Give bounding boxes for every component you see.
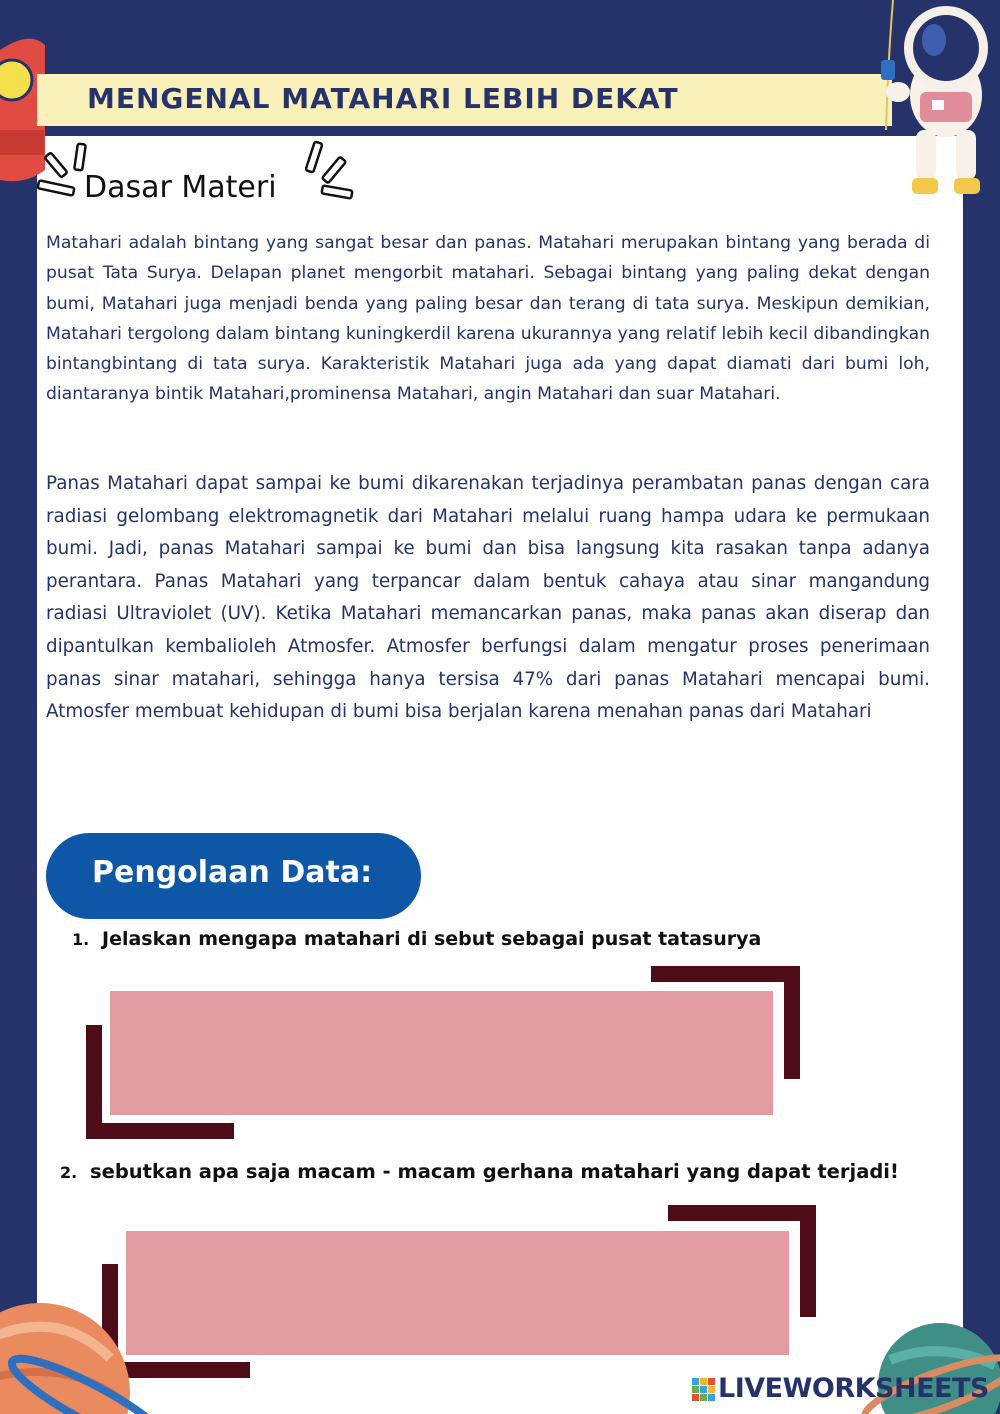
sparkle-icon — [300, 138, 360, 206]
answer-field-1[interactable] — [110, 991, 773, 1115]
bracket-decoration — [86, 1025, 102, 1139]
question-number: 2. — [60, 1163, 78, 1182]
bracket-decoration — [651, 966, 800, 982]
answer-field-2[interactable] — [126, 1231, 789, 1355]
question-1 — [72, 928, 761, 950]
question-text: Jelaskan mengapa matahari di sebut sebagai pusat tatasurya — [102, 928, 762, 950]
title-banner — [37, 74, 892, 126]
watermark: LIVEWORKSHEETS — [718, 1373, 989, 1404]
bracket-decoration — [86, 1123, 234, 1139]
bracket-decoration — [800, 1205, 816, 1317]
page-title: MENGENAL MATAHARI LEBIH DEKAT — [87, 82, 679, 115]
section-heading: Dasar Materi — [84, 170, 277, 205]
data-section-pill — [46, 833, 421, 919]
question-2 — [60, 1160, 899, 1183]
bracket-decoration — [668, 1205, 816, 1221]
question-text: sebutkan apa saja macam - macam gerhana matahari yang dapat terjadi! — [90, 1160, 899, 1183]
question-number: 1. — [72, 930, 90, 949]
astronaut-icon — [878, 0, 1000, 205]
paragraph-heat: Panas Matahari dapat sampai ke bumi dikarenakan terjadinya perambatan panas dengan cara radiasi gelombang elektromagnetik dari Matahari melalui ruang hampa udara ke permukaan bumi. Jadi, panas Matahari sampai ke bumi dan bisa langsung kita rasakan tanpa adanya perantara. Panas Matahari yang terpancar dalam bentuk cahaya atau sinar mangandung radiasi Ultraviolet (UV). Ketika Matahari memancarkan panas, maka panas akan diserap dan dipantulkan kembalioleh Atmosfer. Atmosfer berfungsi dalam mengatur proses penerimaan panas sinar matahari, sehingga hanya tersisa 47% dari panas Matahari mencapai bumi. Atmosfer membuat kehidupan di bumi bisa berjalan karena menahan panas dari Matahari — [46, 473, 930, 723]
data-section-label: Pengolaan Data: — [92, 855, 373, 890]
liveworksheets-logo-icon — [692, 1378, 716, 1402]
bracket-decoration — [784, 966, 800, 1079]
paragraph-intro: Matahari adalah bintang yang sangat besar dan panas. Matahari merupakan bintang yang berada di pusat Tata Surya. Delapan planet mengorbit matahari. Sebagai bintang yang paling dekat dengan bumi, Matahari juga menjadi benda yang paling besar dan terang di tata surya. Meskipun demikian, Matahari tergolong dalam bintang kuningkerdil karena ukurannya yang relatif lebih kecil dibandingkan bintangbintang di tata surya. Karakteristik Matahari juga ada yang dapat diamati dari bumi loh, diantaranya bintik Matahari,prominensa Matahari, angin Matahari dan suar Matahari. — [46, 233, 930, 405]
planet-icon — [0, 1298, 180, 1414]
